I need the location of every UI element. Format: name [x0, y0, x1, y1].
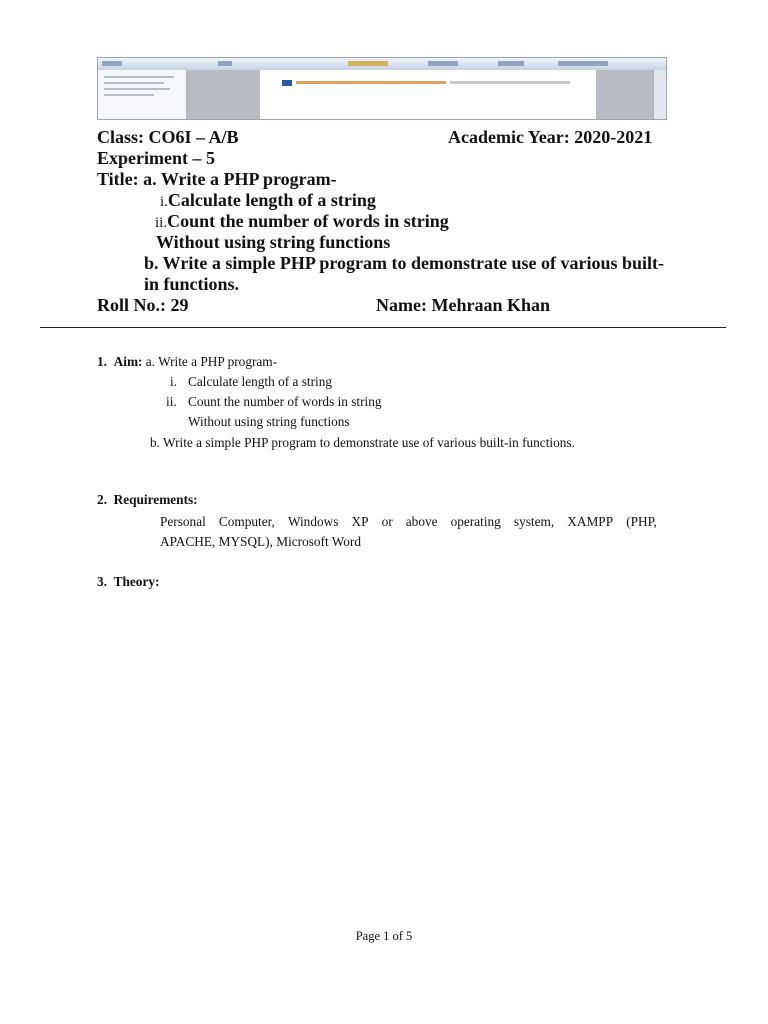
requirements-word: Personal: [160, 514, 206, 529]
requirements-word: XAMPP: [567, 514, 614, 529]
title-item-ii: [155, 211, 449, 234]
requirements-word: above: [405, 514, 438, 529]
aim-label: Aim:: [113, 354, 143, 369]
class-line: Class: CO6I – A/B: [97, 127, 239, 147]
academic-year: Academic Year: 2020-2021: [448, 127, 653, 147]
aim-item-i-text: Calculate length of a string: [188, 374, 333, 389]
banner-page: [260, 70, 596, 120]
aim-item-b: b. Write a simple PHP program to demonstrate use of various built-in functions.: [150, 435, 575, 450]
title-line-a: Title: a. Write a PHP program-: [97, 169, 337, 189]
aim-number: 1.: [97, 354, 107, 369]
theory-heading: [97, 572, 159, 592]
banner-left-pane: [98, 70, 187, 120]
header-divider: [40, 327, 726, 328]
requirements-word: (PHP,: [626, 514, 657, 529]
theory-label: Theory:: [113, 574, 160, 589]
requirements-word: Computer,: [218, 514, 275, 529]
header-banner-image: [97, 57, 667, 120]
aim-intro: a. Write a PHP program-: [142, 354, 278, 369]
title-item-ii-number: ii.: [155, 215, 168, 231]
requirements-word: XP: [351, 514, 369, 529]
title-item-i-number: i.: [160, 194, 168, 210]
aim-item-without: Without using string functions: [188, 414, 350, 429]
aim-item-i-number: i.: [170, 374, 178, 389]
requirements-text: [160, 512, 657, 552]
student-name: Name: Mehraan Khan: [376, 295, 550, 315]
page-number: Page 1 of 5: [355, 929, 413, 943]
requirements-word: or: [381, 514, 393, 529]
requirements-line-2: APACHE, MYSQL), Microsoft Word: [160, 534, 361, 549]
requirements-line-1: [160, 512, 657, 532]
requirements-label: Requirements:: [113, 492, 198, 507]
aim-heading: [97, 352, 277, 372]
title-line-b-2: in functions.: [144, 274, 240, 294]
title-item-i: [160, 190, 376, 213]
requirements-word: operating: [450, 514, 501, 529]
roll-number: Roll No.: 29: [97, 295, 189, 315]
requirements-word: Windows: [287, 514, 339, 529]
requirements-word: system,: [513, 514, 555, 529]
aim-item-ii-number: ii.: [166, 394, 177, 409]
requirements-number: 2.: [97, 492, 107, 507]
experiment-number: Experiment – 5: [97, 148, 215, 168]
title-line-b-1: b. Write a simple PHP program to demonstrate use of various built-: [144, 253, 664, 273]
title-item-ii-text: Count the number of words in string: [167, 211, 449, 231]
aim-item-ii-text: Count the number of words in string: [188, 394, 382, 409]
title-item-i-text: Calculate length of a string: [167, 190, 376, 210]
theory-number: 3.: [97, 574, 107, 589]
title-without: Without using string functions: [156, 232, 391, 252]
aim-item-i: [170, 372, 177, 392]
requirements-heading: [97, 490, 198, 510]
